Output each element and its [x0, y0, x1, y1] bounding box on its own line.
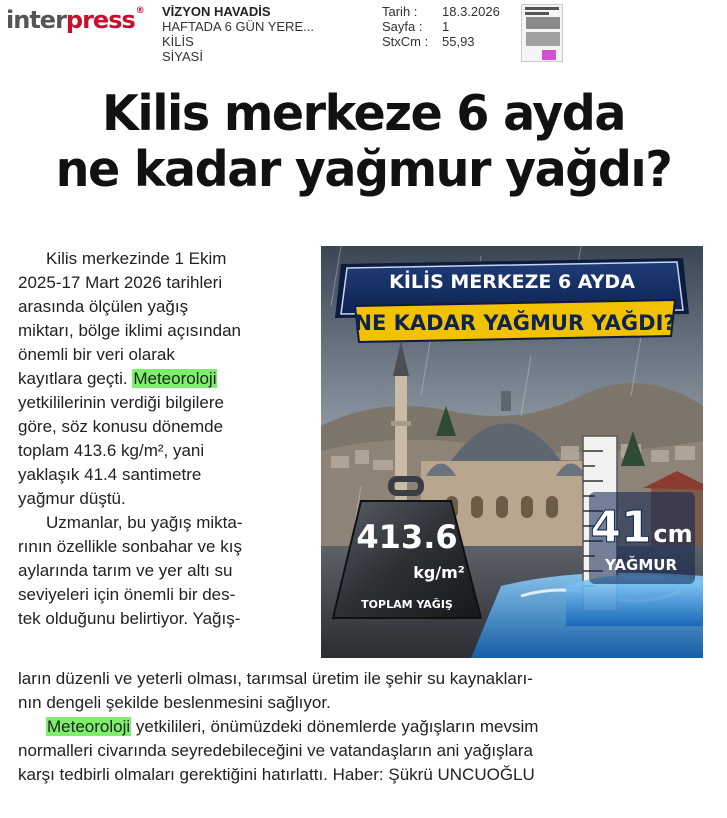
publication-info [162, 4, 314, 64]
page-value: 1 [442, 19, 450, 34]
banner-line-2: NE KADAR YAĞMUR YAĞDI? [354, 311, 676, 335]
gauge-value: 41 [590, 502, 652, 553]
body-line: önemli bir veri olarak [18, 345, 175, 364]
body-line: Uzmanlar, bu yağış mikta- [46, 513, 243, 532]
headline-line-2: ne kadar yağmur yağdı? [55, 141, 672, 198]
body-line: normalleri civarında seyredebileceğini ve vatandaşların ani yağışlara [18, 741, 533, 760]
rain-infographic [321, 246, 703, 658]
publication-name: VİZYON HAVADİS [162, 4, 271, 19]
section-title: HAFTADA 6 GÜN YERE... [162, 19, 314, 34]
body-line: göre, söz konusu dönemde [18, 417, 224, 436]
date-label: Tarih : [382, 4, 418, 19]
category-name: SİYASİ [162, 49, 203, 64]
body-line: rının özellikle sonbahar ve kış [18, 537, 242, 556]
highlight-meteoroloji: Meteoroloji [133, 369, 217, 388]
weight-value: 413.6 [356, 518, 458, 556]
clipping-header [0, 0, 727, 70]
gauge-caption: YAĞMUR [604, 556, 678, 574]
headline-line-1: Kilis merkeze 6 ayda [102, 85, 625, 142]
article-image [321, 246, 703, 658]
gauge-unit: cm [653, 520, 693, 548]
interpress-logo: interpress® [6, 6, 144, 34]
city-name: KİLİS [162, 34, 194, 49]
body-line: arasında ölçülen yağış [18, 297, 189, 316]
size-value: 55,93 [442, 34, 475, 49]
body-line: 2025-17 Mart 2026 tarihleri [18, 273, 223, 292]
weight-caption: TOPLAM YAĞIŞ [361, 598, 453, 611]
body-line: nın dengeli şekilde beslenmesini sağlıyor. [18, 693, 331, 712]
article-column-left [18, 247, 318, 631]
body-line: yağmur düştü. [18, 489, 126, 508]
highlight-meteoroloji: Meteoroloji [47, 717, 131, 736]
body-line: seviyeleri için önemli bir des- [18, 585, 236, 604]
size-label: StxCm : [382, 34, 429, 49]
page-thumbnail[interactable] [521, 4, 563, 62]
article-full-width [18, 667, 708, 787]
date-value: 18.3.2026 [442, 4, 500, 19]
body-line: yaklaşık 41.4 santimetre [18, 465, 202, 484]
body-line: aylarında tarım ve yer altı su [18, 561, 233, 580]
body-line: ların düzenli ve yeterli olması, tarımsal üretim ile şehir su kaynakları- [18, 669, 533, 688]
body-line: miktarı, bölge iklimi açısından [18, 321, 241, 340]
clipping-meta [382, 4, 500, 49]
weight-unit: kg/m² [413, 563, 465, 582]
page-label: Sayfa : [382, 19, 423, 34]
body-line: kayıtlara geçti. Meteoroloji [18, 369, 217, 388]
body-line: toplam 413.6 kg/m², yani [18, 441, 205, 460]
body-line: tek olduğunu belirtiyor. Yağış- [18, 609, 241, 628]
body-line: karşı tedbirli olmaları gerektiğini hatırlattı. Haber: Şükrü UNCUOĞLU [18, 765, 535, 784]
banner-line-1: KİLİS MERKEZE 6 AYDA [389, 271, 635, 293]
body-line: Meteoroloji yetkilileri, önümüzdeki dönemlerde yağışların mevsim [47, 717, 539, 736]
body-line: Kilis merkezinde 1 Ekim [46, 249, 227, 268]
body-line: yetkililerinin verdiği bilgilere [18, 393, 224, 412]
article-headline [11, 86, 716, 198]
